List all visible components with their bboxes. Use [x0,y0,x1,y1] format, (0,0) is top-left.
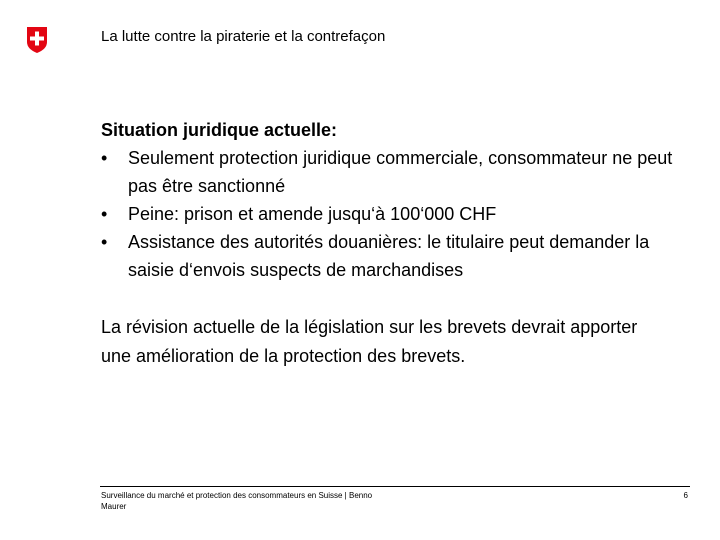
bullet-text: Peine: prison et amende jusqu‘à 100‘000 CHF [128,204,497,224]
bullet-text: Seulement protection juridique commerciale, consommateur ne peut pas être sanctionné [128,148,673,196]
page-number: 6 [683,491,688,500]
footer-divider [100,486,690,487]
bullet-icon: • [101,204,108,224]
list-item [101,200,701,228]
footer-source: Surveillance du marché et protection des consommateurs en Suisse | Benno Maurer [101,491,373,511]
slide-body [101,116,701,371]
page-title: La lutte contre la piraterie et la contrefaçon [101,28,386,45]
section-heading: Situation juridique actuelle: [101,120,338,140]
summary-paragraph: La révision actuelle de la législation sur les brevets devrait apporter une amélioration de la protection des brevets. [101,317,638,366]
swiss-shield-icon [27,27,47,53]
bullet-text: Assistance des autorités douanières: le titulaire peut demander la saisie d‘envois suspects de marchandises [128,232,650,280]
list-item [101,144,701,200]
list-item [101,228,701,284]
bullet-list [101,144,701,284]
bullet-icon: • [101,232,108,252]
bullet-icon: • [101,148,108,168]
